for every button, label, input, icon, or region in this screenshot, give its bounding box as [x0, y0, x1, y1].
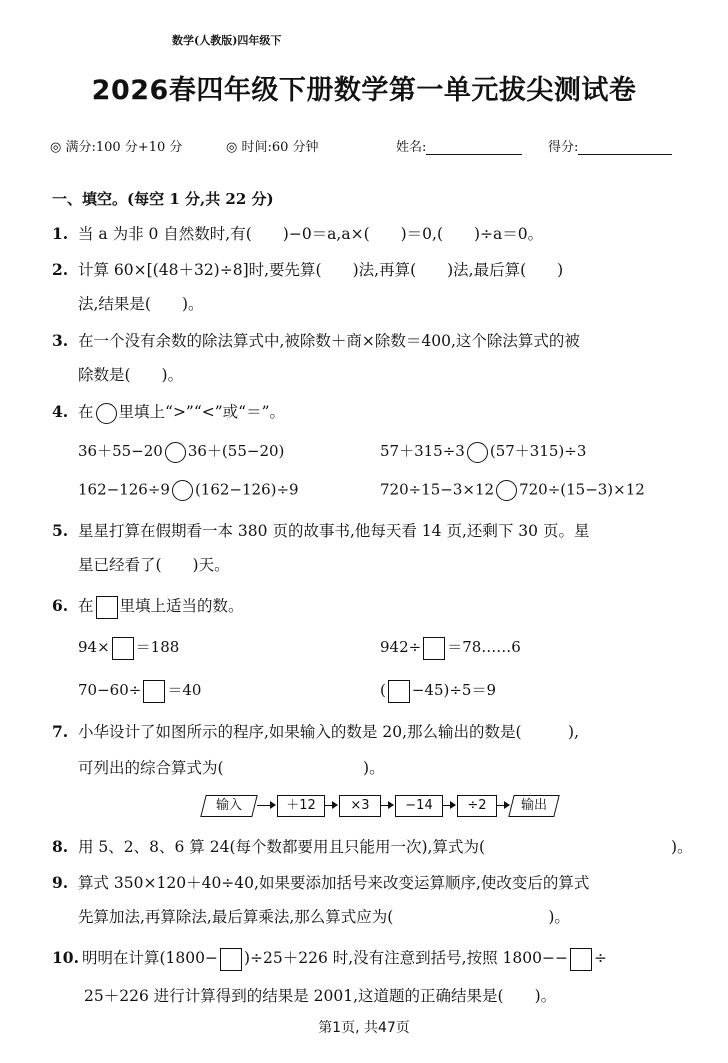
question-7 — [52, 720, 579, 742]
fill-item — [380, 636, 521, 660]
question-number: 8. — [52, 837, 69, 856]
arrow-icon — [381, 805, 393, 806]
square-icon — [96, 596, 118, 619]
question-number: 9. — [52, 873, 69, 892]
question-text: 里填上适当的数。 — [119, 597, 244, 615]
flow-step: −14 — [395, 795, 443, 817]
answer-circle[interactable] — [165, 442, 186, 463]
expr-left: 57＋315÷3 — [380, 442, 465, 460]
question-text: 在 — [78, 403, 94, 421]
question-text: 星星打算在假期看一本 380 页的故事书,他每天看 14 页,还剩下 30 页。星 — [78, 522, 590, 540]
expr-right: ＝40 — [167, 681, 202, 699]
question-text: 当 a 为非 0 自然数时,有( )−0＝a,a×( )＝0,( )÷a＝0。 — [78, 225, 544, 243]
question-number: 5. — [52, 521, 69, 540]
flow-label: 输入 — [215, 798, 242, 813]
compare-item — [380, 440, 586, 463]
compare-item — [78, 480, 299, 501]
arrow-icon — [443, 805, 455, 806]
question-number: 7. — [52, 722, 69, 741]
page-footer: 第1页, 共47页 — [318, 1020, 410, 1036]
question-10-cont: 25＋226 进行计算得到的结果是 2001,这道题的正确结果是( )。 — [84, 987, 557, 1005]
question-number: 2. — [52, 260, 69, 279]
question-1 — [52, 222, 543, 244]
answer-circle[interactable] — [172, 480, 193, 501]
question-4 — [52, 400, 285, 424]
question-text: 在 — [78, 597, 94, 615]
question-text: 在一个没有余数的除法算式中,被除数＋商×除数＝400,这个除法算式的被 — [78, 332, 580, 350]
question-text: 算式 350×120＋40÷40,如果要添加括号来改变运算顺序,使改变后的算式 — [78, 874, 590, 892]
question-number: 4. — [52, 402, 69, 421]
question-7-cont: 可列出的综合算式为( )。 — [78, 759, 385, 777]
answer-circle[interactable] — [467, 442, 488, 463]
flow-step: ＋12 — [277, 795, 325, 817]
expr-right: ＝78……6 — [447, 638, 521, 656]
section-heading: 一、填空。(每空 1 分,共 22 分) — [52, 190, 274, 208]
question-3-cont: 除数是( )。 — [78, 366, 184, 384]
expr-left: ( — [380, 681, 386, 699]
answer-box[interactable] — [423, 637, 445, 660]
question-6 — [52, 594, 244, 619]
question-10 — [52, 946, 607, 971]
question-number: 10. — [52, 948, 79, 967]
time-info: ◎ 时间:60 分钟 — [226, 140, 319, 155]
expr-right: (57＋315)÷3 — [489, 442, 587, 460]
question-text: 明明在计算(1800− — [82, 949, 218, 967]
compare-item — [380, 480, 645, 501]
flow-step: ÷2 — [457, 795, 497, 817]
name-blank[interactable] — [426, 141, 522, 155]
program-flowchart — [203, 795, 558, 817]
answer-box[interactable] — [570, 948, 592, 971]
subject-header: 数学(人教版)四年级下 — [172, 34, 282, 47]
expr-left: 70−60÷ — [78, 681, 142, 699]
compare-item — [78, 440, 284, 463]
question-2 — [52, 258, 563, 280]
flow-step: ×3 — [339, 795, 381, 817]
question-9 — [52, 871, 589, 893]
expr-left: 720÷15−3×12 — [380, 480, 495, 499]
flow-output — [508, 795, 559, 817]
question-5-cont: 星已经看了( )天。 — [78, 556, 230, 574]
question-text: 用 5、2、8、6 算 24(每个数都要用且只能用一次),算式为( )。 — [78, 838, 693, 856]
question-text: 里填上“>”“<”或“＝”。 — [118, 403, 286, 421]
answer-box[interactable] — [143, 680, 165, 703]
expr-left: 94× — [78, 638, 110, 656]
fill-item — [78, 679, 201, 703]
expr-right: −45)÷5＝9 — [411, 681, 497, 699]
question-5 — [52, 519, 589, 541]
arrow-icon — [325, 805, 337, 806]
question-text: 计算 60×[(48＋32)÷8]时,要先算( )法,再算( )法,最后算( ) — [78, 261, 564, 279]
fill-item — [78, 636, 179, 660]
question-number: 3. — [52, 331, 69, 350]
expr-left: 36＋55−20 — [78, 442, 163, 460]
question-3 — [52, 329, 580, 351]
expr-left: 942÷ — [380, 638, 422, 656]
answer-box[interactable] — [220, 948, 242, 971]
expr-right: (162−126)÷9 — [194, 480, 299, 499]
question-9-cont: 先算加法,再算除法,最后算乘法,那么算式应为( )。 — [78, 908, 570, 926]
question-number: 1. — [52, 224, 69, 243]
arrow-icon — [257, 805, 275, 806]
fill-item — [380, 679, 496, 703]
full-score-info: ◎ 满分:100 分+10 分 — [50, 140, 183, 155]
page-title: 2026春四年级下册数学第一单元拔尖测试卷 — [91, 75, 637, 106]
flow-label: 输出 — [520, 798, 547, 813]
answer-circle[interactable] — [496, 480, 517, 501]
question-number: 6. — [52, 596, 69, 615]
circle-icon — [96, 403, 117, 424]
expr-left: 162−126÷9 — [78, 480, 170, 499]
expr-right: 720÷(15−3)×12 — [519, 480, 645, 499]
score-blank[interactable] — [578, 141, 672, 155]
question-text: )÷25＋226 时,没有注意到括号,按照 1800−− — [243, 949, 568, 967]
question-text: 小华设计了如图所示的程序,如果输入的数是 20,那么输出的数是( ), — [78, 723, 580, 741]
arrow-icon — [497, 805, 509, 806]
name-field[interactable] — [396, 136, 522, 155]
score-field[interactable] — [548, 136, 672, 155]
answer-box[interactable] — [112, 637, 134, 660]
flow-input — [200, 795, 257, 817]
question-text: ÷ — [593, 949, 607, 967]
expr-right: 36＋(55−20) — [187, 442, 285, 460]
question-2-cont: 法,结果是( )。 — [78, 295, 204, 313]
name-label: 姓名: — [396, 140, 427, 155]
answer-box[interactable] — [388, 680, 410, 703]
question-8 — [52, 835, 693, 857]
score-label: 得分: — [548, 140, 579, 155]
expr-right: ＝188 — [135, 638, 180, 656]
